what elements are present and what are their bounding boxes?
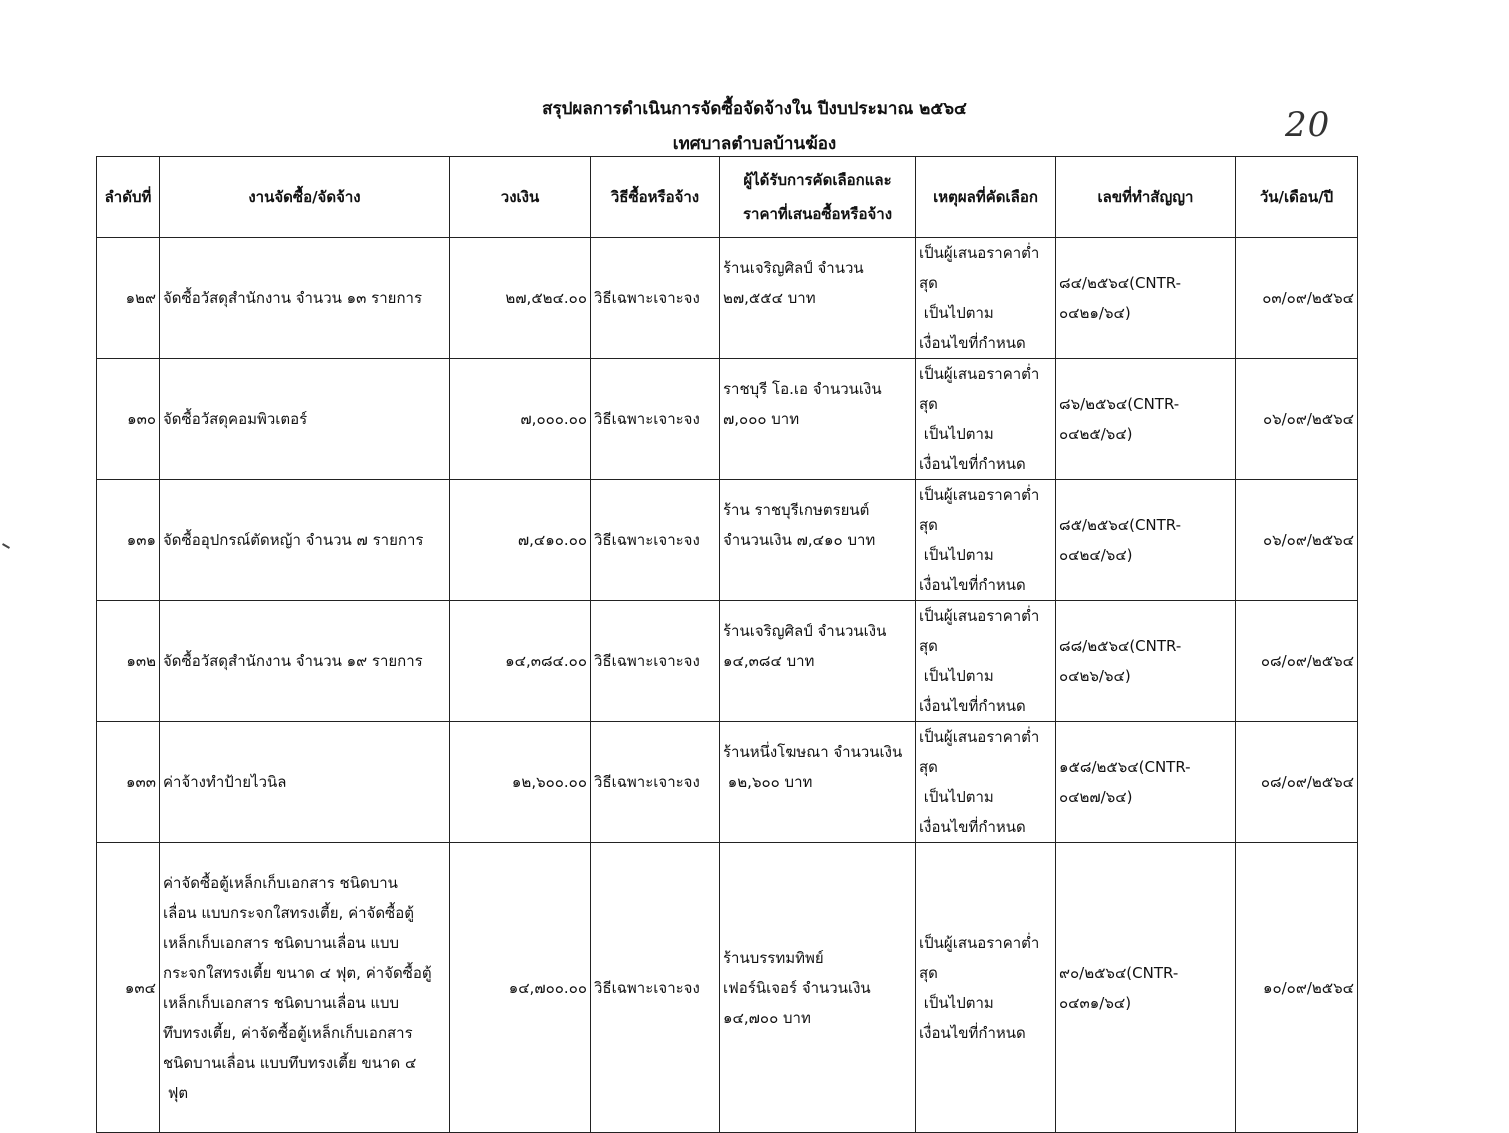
reason-line: เงื่อนไขที่กำหนด <box>919 334 1026 352</box>
reason-line: เป็นผู้เสนอราคาต่ำสุด <box>919 486 1040 534</box>
cell-reason <box>916 480 1056 601</box>
contract-line: ๐๔๒๕/๖๔) <box>1059 425 1133 443</box>
vendor-line: ร้านหนึ่งโฆษณา จำนวนเงิน <box>723 743 903 761</box>
cell-vendor <box>720 722 916 843</box>
work-line: กระจกใสทรงเตี้ย ขนาด ๔ ฟุต, ค่าจัดซื้อตู้ <box>163 963 432 982</box>
reason-line: เงื่อนไขที่กำหนด <box>919 1023 1026 1042</box>
document-subtitle: เทศบาลตำบลบ้านฆ้อง <box>672 134 837 154</box>
reason-line: เงื่อนไขที่กำหนด <box>919 818 1026 836</box>
cell-vendor <box>720 843 916 1133</box>
header-amount: วงเงิน <box>450 157 591 238</box>
cell-method: วิธีเฉพาะเจาะจง <box>591 843 720 1133</box>
document-title: สรุปผลการดำเนินการจัดซื้อจัดจ้างใน ปีงบประมาณ ๒๕๖๔ <box>542 99 967 119</box>
header-vendor-line: ผู้ได้รับการคัดเลือกและ <box>743 171 892 189</box>
cell-contract <box>1056 722 1236 843</box>
vendor-line: ๑๔,๗๐๐ บาท <box>723 1008 811 1027</box>
cell-no: ๑๒๙ <box>97 238 160 359</box>
cell-work: จัดซื้อวัสดุสำนักงาน จำนวน ๑๓ รายการ <box>160 238 450 359</box>
cell-no: ๑๓๒ <box>97 601 160 722</box>
vendor-line: จำนวนเงิน ๗,๔๑๐ บาท <box>723 531 876 549</box>
work-line: ทึบทรงเตี้ย, ค่าจัดซื้อตู้เหล็กเก็บเอกสาร <box>163 1023 413 1042</box>
contract-line: ๐๔๒๑/๖๔) <box>1059 304 1131 322</box>
reason-line: เป็นผู้เสนอราคาต่ำสุด <box>919 244 1040 292</box>
contract-line: ๙๐/๒๕๖๔(CNTR- <box>1059 963 1179 982</box>
cell-amount: ๑๒,๖๐๐.๐๐ <box>450 722 591 843</box>
reason-line: เป็นผู้เสนอราคาต่ำสุด <box>919 728 1040 776</box>
cell-vendor <box>720 359 916 480</box>
work-line: ฟุต <box>163 1083 189 1102</box>
vendor-line: ๑๔,๓๘๔ บาท <box>723 652 815 670</box>
header-method: วิธีซื้อหรือจ้าง <box>591 157 720 238</box>
vendor-line: ๗,๐๐๐ บาท <box>723 410 800 428</box>
cell-amount: ๗,๔๑๐.๐๐ <box>450 480 591 601</box>
header-date: วัน/เดือน/ปี <box>1236 157 1358 238</box>
cell-method: วิธีเฉพาะเจาะจง <box>591 238 720 359</box>
vendor-line: ๒๗,๕๕๔ บาท <box>723 289 816 307</box>
table-row <box>97 601 1358 722</box>
vendor-line: ๑๒,๖๐๐ บาท <box>723 773 813 791</box>
vendor-line: ราชบุรี โอ.เอ จำนวนเงิน <box>723 380 882 398</box>
contract-line: ๐๔๒๖/๖๔) <box>1059 667 1131 685</box>
reason-line: เงื่อนไขที่กำหนด <box>919 576 1026 594</box>
cell-amount: ๑๔,๗๐๐.๐๐ <box>450 843 591 1133</box>
cell-date: ๐๖/๐๙/๒๕๖๔ <box>1236 480 1358 601</box>
table-row <box>97 480 1358 601</box>
cell-date: ๐๓/๐๙/๒๕๖๔ <box>1236 238 1358 359</box>
reason-line: เป็นผู้เสนอราคาต่ำสุด <box>919 365 1040 413</box>
cell-date: ๐๖/๐๙/๒๕๖๔ <box>1236 359 1358 480</box>
cell-method: วิธีเฉพาะเจาะจง <box>591 359 720 480</box>
contract-line: ๑๕๘/๒๕๖๔(CNTR- <box>1059 758 1191 776</box>
cell-work: จัดซื้อวัสดุสำนักงาน จำนวน ๑๙ รายการ <box>160 601 450 722</box>
cell-method: วิธีเฉพาะเจาะจง <box>591 601 720 722</box>
cell-contract <box>1056 359 1236 480</box>
table-header-row <box>97 157 1358 238</box>
cell-contract <box>1056 480 1236 601</box>
cell-reason <box>916 722 1056 843</box>
cell-no: ๑๓๑ <box>97 480 160 601</box>
cell-reason <box>916 359 1056 480</box>
cell-date: ๐๘/๐๙/๒๕๖๔ <box>1236 601 1358 722</box>
cell-no: ๑๓๓ <box>97 722 160 843</box>
vendor-line: เฟอร์นิเจอร์ จำนวนเงิน <box>723 978 871 997</box>
cell-work: จัดซื้ออุปกรณ์ตัดหญ้า จำนวน ๗ รายการ <box>160 480 450 601</box>
work-line: เหล็กเก็บเอกสาร ชนิดบานเลื่อน แบบ <box>163 993 400 1012</box>
table-row <box>97 722 1358 843</box>
cell-work: จัดซื้อวัสดุคอมพิวเตอร์ <box>160 359 450 480</box>
vendor-line: ร้านเจริญศิลป์ จำนวนเงิน <box>723 622 887 640</box>
cell-amount: ๑๔,๓๘๔.๐๐ <box>450 601 591 722</box>
cell-date: ๑๐/๐๙/๒๕๖๔ <box>1236 843 1358 1133</box>
reason-line: เงื่อนไขที่กำหนด <box>919 455 1026 473</box>
reason-line: เป็นผู้เสนอราคาต่ำสุด <box>919 607 1040 655</box>
cell-reason <box>916 843 1056 1133</box>
contract-line: ๐๔๒๔/๖๔) <box>1059 546 1133 564</box>
table-row <box>97 359 1358 480</box>
cell-reason <box>916 238 1056 359</box>
scan-mark <box>2 543 10 549</box>
reason-line: เป็นไปตาม <box>919 667 994 685</box>
vendor-line: ร้านเจริญศิลป์ จำนวน <box>723 259 864 277</box>
header-vendor-line: ราคาที่เสนอซื้อหรือจ้าง <box>742 205 893 223</box>
header-contract: เลขที่ทำสัญญา <box>1056 157 1236 238</box>
header-no: ลำดับที่ <box>97 157 160 238</box>
cell-date: ๐๘/๐๙/๒๕๖๔ <box>1236 722 1358 843</box>
cell-work: ค่าจ้างทำป้ายไวนิล <box>160 722 450 843</box>
cell-contract <box>1056 843 1236 1133</box>
cell-no: ๑๓๔ <box>97 843 160 1133</box>
vendor-line: ร้าน ราชบุรีเกษตรยนต์ <box>723 501 870 519</box>
work-line: เหล็กเก็บเอกสาร ชนิดบานเลื่อน แบบ <box>163 933 400 952</box>
cell-vendor <box>720 601 916 722</box>
cell-amount: ๒๗,๕๒๔.๐๐ <box>450 238 591 359</box>
contract-line: ๘๖/๒๕๖๔(CNTR- <box>1059 395 1180 413</box>
contract-line: ๘๔/๒๕๖๔(CNTR- <box>1059 274 1182 292</box>
header-vendor <box>720 157 916 238</box>
cell-vendor <box>720 238 916 359</box>
cell-contract <box>1056 238 1236 359</box>
cell-reason <box>916 601 1056 722</box>
contract-line: ๘๕/๒๕๖๔(CNTR- <box>1059 516 1182 534</box>
work-line: ชนิดบานเลื่อน แบบทึบทรงเตี้ย ขนาด ๔ <box>163 1053 417 1072</box>
contract-line: ๐๔๒๗/๖๔) <box>1059 788 1133 806</box>
header-work: งานจัดซื้อ/จัดจ้าง <box>160 157 450 238</box>
cell-no: ๑๓๐ <box>97 359 160 480</box>
table-row <box>97 843 1358 1133</box>
reason-line: เป็นไปตาม <box>919 993 994 1012</box>
reason-line: เป็นไปตาม <box>919 546 994 564</box>
cell-contract <box>1056 601 1236 722</box>
table-row <box>97 238 1358 359</box>
handwritten-page-number: 20 <box>1285 105 1331 145</box>
reason-line: เป็นไปตาม <box>919 425 994 443</box>
contract-line: ๐๔๓๑/๖๔) <box>1059 993 1132 1012</box>
cell-method: วิธีเฉพาะเจาะจง <box>591 722 720 843</box>
work-line: เลื่อน แบบกระจกใสทรงเตี้ย, ค่าจัดซื้อตู้ <box>163 903 414 922</box>
contract-line: ๘๘/๒๕๖๔(CNTR- <box>1059 637 1182 655</box>
reason-line: เป็นผู้เสนอราคาต่ำสุด <box>919 933 1040 982</box>
header-reason: เหตุผลที่คัดเลือก <box>916 157 1056 238</box>
cell-work <box>160 843 450 1133</box>
procurement-table <box>96 156 1358 1133</box>
cell-amount: ๗,๐๐๐.๐๐ <box>450 359 591 480</box>
reason-line: เป็นไปตาม <box>919 788 994 806</box>
vendor-line: ร้านบรรทมทิพย์ <box>723 948 824 967</box>
cell-method: วิธีเฉพาะเจาะจง <box>591 480 720 601</box>
work-line: ค่าจัดซื้อตู้เหล็กเก็บเอกสาร ชนิดบาน <box>163 873 398 892</box>
reason-line: เงื่อนไขที่กำหนด <box>919 697 1026 715</box>
cell-vendor <box>720 480 916 601</box>
reason-line: เป็นไปตาม <box>919 304 994 322</box>
